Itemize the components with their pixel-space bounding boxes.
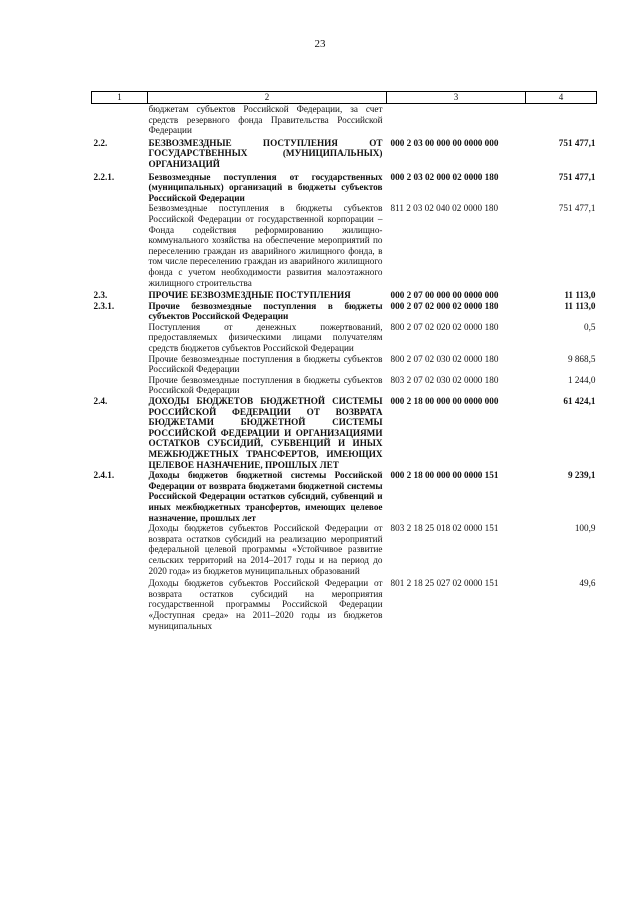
table-row: [92, 354, 597, 375]
row-number: [92, 354, 148, 375]
row-description: Доходы бюджетов субъектов Российской Федерации от возврата остатков субсидий на реализацию мероприятий федеральной целевой программы «Устойчивое развитие сельских территорий на 2014–2017 годы и на период до 2020 года» из бюджетов муниципальных образований: [148, 523, 383, 576]
row-code: 803 2 07 02 030 02 0000 180: [390, 374, 499, 385]
row-amount: 11 113,0: [564, 300, 596, 311]
row-amount: 1 244,0: [567, 374, 596, 385]
table-row: [92, 172, 597, 204]
row-description: ПРОЧИЕ БЕЗВОЗМЕЗДНЫЕ ПОСТУПЛЕНИЯ: [148, 290, 351, 301]
row-number: [92, 322, 148, 354]
row-description: Безвозмездные поступления в бюджеты субъектов Российской Федерации от государственной корпорации – Фонда содействия реформированию жилищно-коммунального хозяйства на обеспечение мероприятий по переселению граждан из аварийного жилищного фонда, в том числе переселению граждан из аварийного жилищного фонда с учетом необходимости развития малоэтажного жилищного строительства: [148, 203, 383, 288]
row-description: Доходы бюджетов субъектов Российской Федерации от возврата остатков субсидий на мероприятия государственной программы Российской Федерации «Доступная среда» на 2011–2020 годы из бюджетов муниципальных: [148, 578, 383, 631]
row-code: 801 2 18 25 027 02 0000 151: [390, 578, 499, 589]
table-row: [92, 301, 597, 322]
row-number: 2.2.: [93, 137, 108, 148]
row-amount: 61 424,1: [563, 396, 596, 407]
row-number: 2.4.1.: [93, 470, 115, 481]
header-col-1: 1: [92, 92, 148, 104]
header-col-4: 4: [526, 92, 597, 104]
row-amount: 49,6: [579, 578, 596, 589]
row-description: ДОХОДЫ БЮДЖЕТОВ БЮДЖЕТНОЙ СИСТЕМЫ РОССИЙСКОЙ ФЕДЕРАЦИИ ОТ ВОЗВРАТА БЮДЖЕТАМИ БЮДЖЕТНОЙ СИСТЕМЫ РОССИЙСКОЙ ФЕДЕРАЦИИ И ОРГАНИЗАЦИЯМИ ОСТАТКОВ СУБСИДИЙ, СУБВЕНЦИЙ И ИНЫХ МЕЖБЮДЖЕТНЫХ ТРАНСФЕРТОВ, ИМЕЮЩИХ ЦЕЛЕВОЕ НАЗНАЧЕНИЕ, ПРОШЛЫХ ЛЕТ: [148, 396, 383, 470]
row-description: БЕЗВОЗМЕЗДНЫЕ ПОСТУПЛЕНИЯ ОТ ГОСУДАРСТВЕННЫХ (МУНИЦИПАЛЬНЫХ) ОРГАНИЗАЦИЙ: [148, 137, 383, 169]
row-amount: 751 477,1: [558, 171, 596, 182]
row-number: 2.4.: [93, 396, 108, 407]
table-row: [92, 523, 597, 578]
page-number: 23: [314, 38, 326, 50]
row-number: 2.3.: [93, 290, 108, 301]
header-col-2: 2: [148, 92, 387, 104]
row-code: 800 2 07 02 020 02 0000 180: [390, 321, 499, 332]
row-amount: 751 477,1: [558, 137, 596, 148]
row-description: Прочие безвозмездные поступления в бюджеты субъектов Российской Федерации: [148, 300, 383, 322]
row-amount: 100,9: [574, 523, 596, 534]
row-code: 803 2 18 25 018 02 0000 151: [390, 523, 499, 534]
row-description: Прочие безвозмездные поступления в бюджеты субъектов Российской Федерации: [148, 353, 383, 375]
row-code: 000 2 18 00 000 00 0000 151: [390, 470, 499, 481]
row-number: 2.2.1.: [93, 171, 115, 182]
row-number: [92, 203, 148, 290]
row-number: [92, 578, 148, 631]
row-amount: 11 113,0: [564, 290, 596, 301]
row-description: Прочие безвозмездные поступления в бюджеты субъектов Российской Федерации: [148, 374, 383, 396]
row-amount: [526, 104, 597, 138]
row-code: 000 2 07 00 000 00 0000 000: [390, 290, 499, 301]
table-row: [92, 470, 597, 523]
table-row: [92, 203, 597, 290]
table-row: [92, 578, 597, 631]
table-row: [92, 138, 597, 172]
row-number: 2.3.1.: [93, 300, 115, 311]
row-code: 000 2 03 02 000 02 0000 180: [390, 171, 499, 182]
table-row: [92, 375, 597, 396]
table-row: [92, 396, 597, 470]
row-code: 811 2 03 02 040 02 0000 180: [390, 203, 499, 214]
row-code: 800 2 07 02 030 02 0000 180: [390, 353, 499, 364]
table-row: [92, 290, 597, 301]
table-row: [92, 104, 597, 138]
row-description: бюджетам субъектов Российской Федерации, за счет средств резервного фонда Правительства Российской Федерации: [148, 104, 383, 136]
row-amount: 751 477,1: [558, 203, 596, 214]
row-description: Доходы бюджетов бюджетной системы Российской Федерации от возврата бюджетами бюджетной системы Российской Федерации остатков субсидий, субвенций и иных межбюджетных трансфертов, имеющих целевое назначение, прошлых лет: [148, 470, 383, 523]
row-description: Безвозмездные поступления от государственных (муниципальных) организаций в бюджеты субъектов Российской Федерации: [148, 171, 383, 203]
row-code: 000 2 18 00 000 00 0000 000: [390, 396, 499, 407]
row-number: [92, 523, 148, 578]
table-header-row: [92, 92, 597, 104]
header-col-3: 3: [387, 92, 526, 104]
row-code: 000 2 07 02 000 02 0000 180: [390, 300, 499, 311]
row-number: [92, 104, 148, 138]
row-code: [387, 104, 526, 138]
row-code: 000 2 03 00 000 00 0000 000: [390, 137, 499, 148]
row-amount: 9 239,1: [567, 470, 596, 481]
row-amount: 9 868,5: [567, 353, 596, 364]
row-amount: 0,5: [584, 321, 596, 332]
table-row: [92, 322, 597, 354]
revenue-table: [91, 91, 597, 631]
row-description: Поступления от денежных пожертвований, предоставляемых физическими лицами получателям средств бюджетов субъектов Российской Федерации: [148, 321, 383, 354]
row-number: [92, 375, 148, 396]
